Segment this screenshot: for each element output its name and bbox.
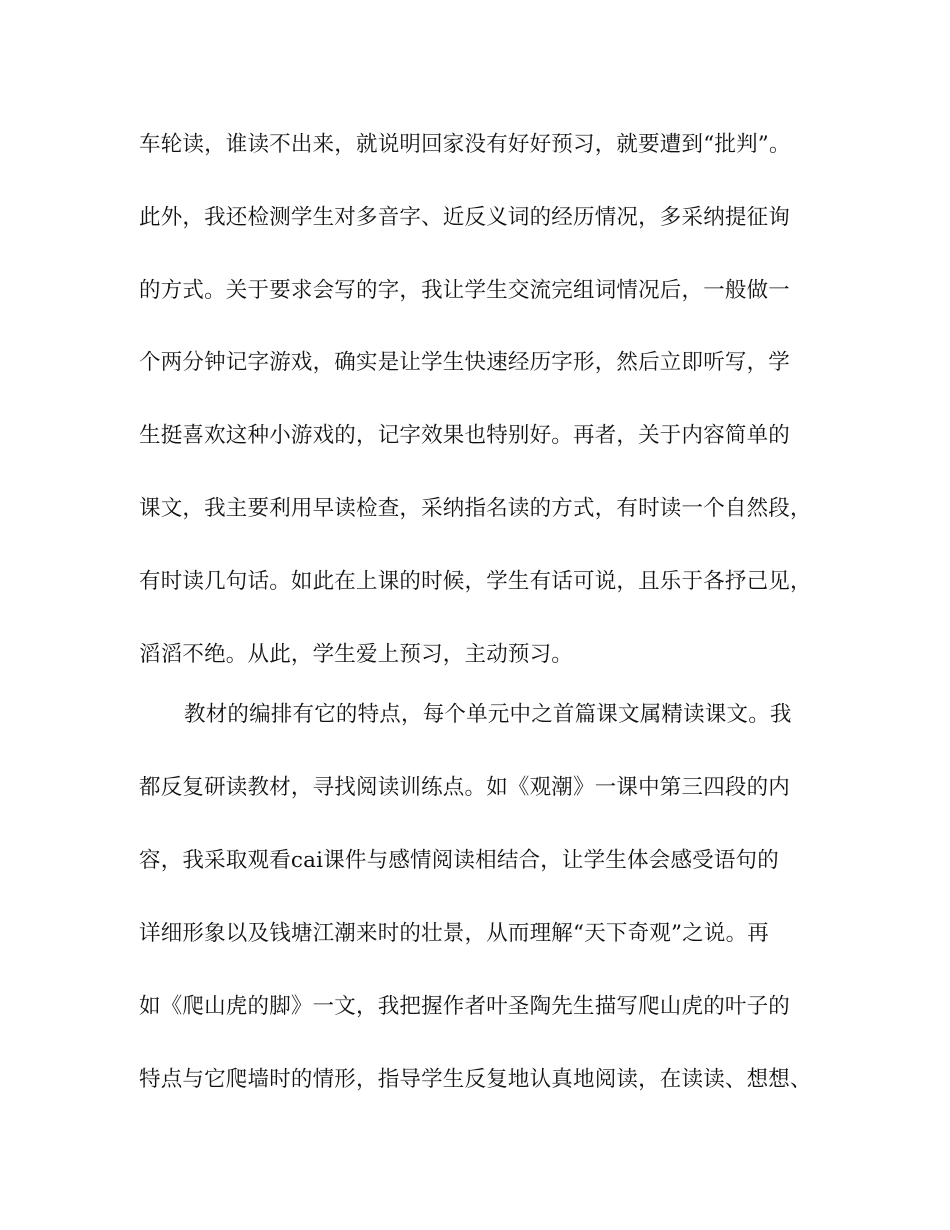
text-line: 容，我采取观看cai课件与感情阅读相结合，让学生体会感受语句的 bbox=[139, 848, 779, 873]
paragraph-first-line: 教材的编排有它的特点，每个单元中之首篇课文属精读课文。我 bbox=[184, 702, 792, 727]
text-line: 如《爬山虎的脚》一文，我把握作者叶圣陶先生描写爬山虎的叶子的 bbox=[139, 994, 791, 1019]
text-line: 详细形象以及钱塘江潮来时的壮景，从而理解“天下奇观”之说。再 bbox=[139, 921, 769, 946]
text-line: 特点与它爬墙时的情形，指导学生反复地认真地阅读，在读读、想想、 bbox=[139, 1067, 812, 1092]
text-line: 此外，我还检测学生对多音字、近反义词的经历情况，多采纳提征询 bbox=[139, 205, 791, 230]
text-line: 个两分钟记字游戏，确实是让学生快速经历字形，然后立即听写，学 bbox=[139, 350, 791, 375]
text-line: 有时读几句话。如此在上课的时候，学生有话可说，且乐于各抒己见， bbox=[139, 569, 812, 594]
text-line: 车轮读，谁读不出来，就说明回家没有好好预习，就要遭到“批判”。 bbox=[139, 132, 791, 157]
text-line: 滔滔不绝。从此，学生爱上预习，主动预习。 bbox=[139, 642, 574, 667]
text-line: 的方式。关于要求会写的字，我让学生交流完组词情况后，一般做一 bbox=[139, 278, 791, 303]
text-line: 生挺喜欢这种小游戏的，记字效果也特别好。再者，关于内容简单的 bbox=[139, 423, 791, 448]
text-line: 课文，我主要利用早读检查，采纳指名读的方式，有时读一个自然段， bbox=[139, 496, 812, 521]
text-line: 都反复研读教材，寻找阅读训练点。如《观潮》一课中第三四段的内 bbox=[139, 775, 791, 800]
